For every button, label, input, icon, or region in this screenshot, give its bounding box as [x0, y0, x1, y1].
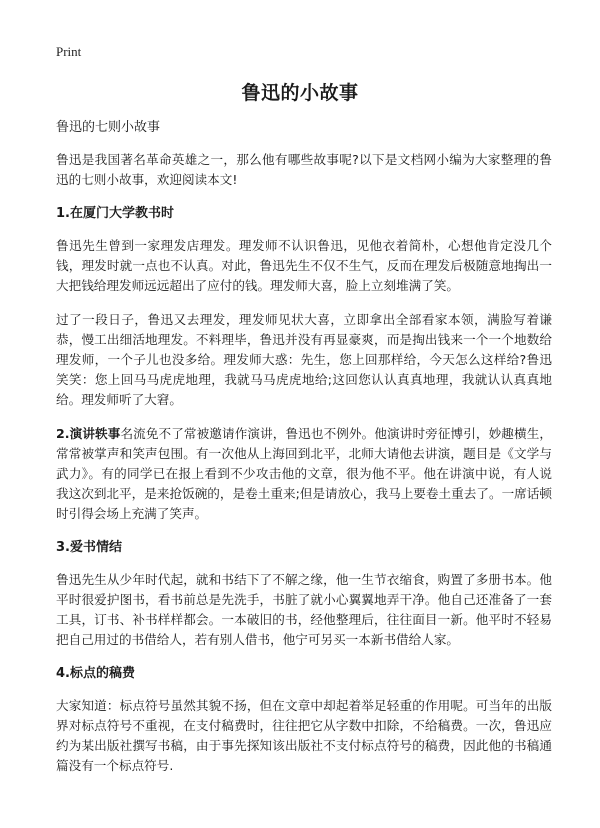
section-2-heading: 2.演讲轶事 [56, 426, 121, 441]
article-subtitle: 鲁迅的七则小故事 [56, 120, 161, 135]
section-3-paragraph: 鲁迅先生从少年时代起，就和书结下了不解之缘，他一生节衣缩食，购置了多册书本。他平时很爱护图书，看书前总是先洗手，书脏了就小心翼翼地弄干净。他自己还准备了一套工具，订书、补书样样都会。一本破旧的书，经他整理后，往往面目一新。他平时不轻易把自己用过的书借给人，若有别人借书，他宁可另买一本新书借给人家。 [56, 572, 552, 647]
section-4-paragraph: 大家知道：标点符号虽然其貌不扬，但在文章中却起着举足轻重的作用呢。可当年的出版界对标点符号不重视，在支付稿费时，往往把它从字数中扣除，不给稿费。一次，鲁迅应约为某出版社撰写书稿，由于事先探知该出版社不支付标点符号的稿费，因此他的书稿通篇没有一个标点符号. [56, 698, 552, 773]
intro-paragraph: 鲁迅是我国著名革命英雄之一，那么他有哪些故事呢?以下是文档网小编为大家整理的鲁迅的七则小故事，欢迎阅读本文! [56, 152, 552, 187]
section-1-heading: 1.在厦门大学教书时 [56, 206, 174, 221]
article-body [56, 118, 552, 790]
print-link[interactable]: Print [56, 44, 82, 59]
section-3-heading: 3.爱书情结 [56, 540, 122, 555]
article-title: 鲁迅的小故事 [241, 82, 359, 104]
section-1-paragraph-2: 过了一段日子，鲁迅又去理发，理发师见状大喜，立即拿出全部看家本领，满脸写着谦恭，慢工出细活地理发。不料理毕，鲁迅并没有再显豪爽，而是掏出钱来一个一个地数给理发师，一个子儿也没多给。理发师大惑：先生，您上回那样给，今天怎么这样给?鲁迅笑笑：您上回马马虎虎地理，我就马马虎虎地给;这回您认认真真地理，我就认认真真地给。理发师听了大窘。 [56, 312, 552, 407]
section-4-heading: 4.标点的稿费 [56, 666, 135, 681]
section-1-paragraph-1: 鲁迅先生曾到一家理发店理发。理发师不认识鲁迅，见他衣着简朴，心想他肯定没几个钱，理发时就一点也不认真。对此，鲁迅先生不仅不生气，反而在理发后极随意地掏出一大把钱给理发师远远超出了应付的钱。理发师大喜，脸上立刻堆满了笑。 [56, 238, 552, 293]
section-2-paragraph [56, 424, 552, 524]
section-2-text: 名流免不了常被邀请作演讲，鲁迅也不例外。他演讲时旁征博引，妙趣横生，常常被掌声和笑声包围。有一次他从上海回到北平，北师大请他去讲演，题目是《文学与武力》。有的同学已在报上看到不少攻击他的文章，很为他不平。他在讲演中说，有人说我这次到北平，是来抢饭碗的，是卷土重来;但是请放心，我马上要卷土重去了。一席话顿时引得会场上充满了笑声。 [56, 426, 552, 521]
